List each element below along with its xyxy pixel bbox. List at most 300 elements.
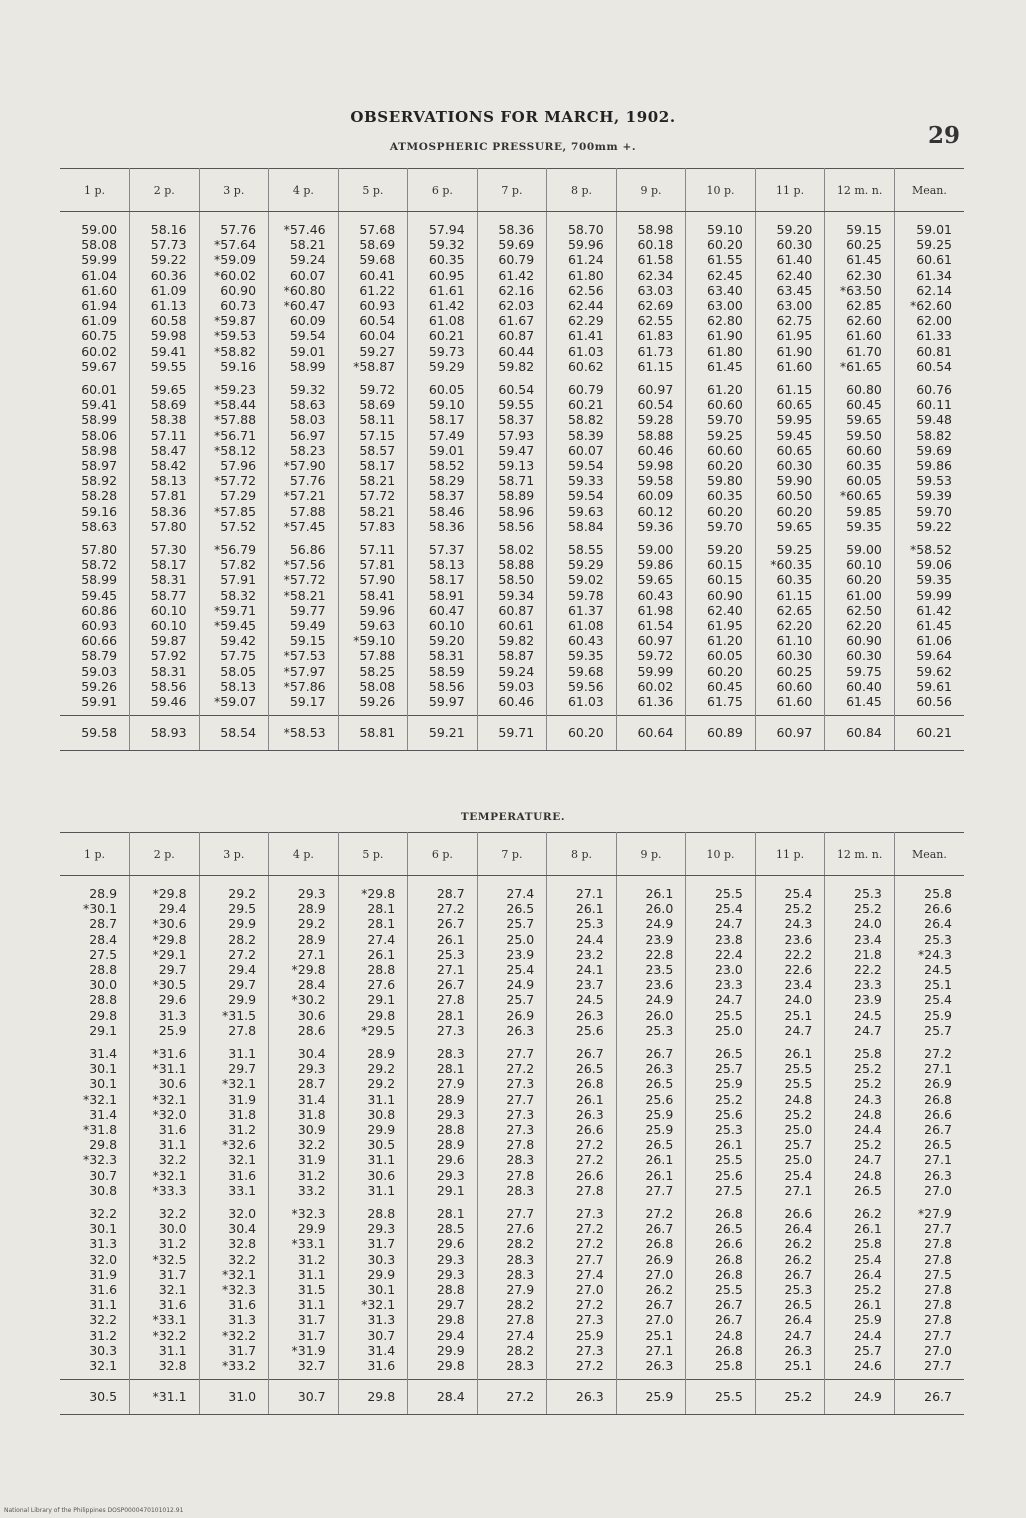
table-cell: 59.24 xyxy=(269,252,339,267)
table-cell: 61.03 xyxy=(547,694,617,716)
table-cell: 59.29 xyxy=(547,557,617,572)
table-cell: *32.1 xyxy=(60,1092,130,1107)
column-header: 5 p. xyxy=(338,169,408,212)
table-cell: 26.3 xyxy=(616,1358,686,1380)
table-cell: 58.13 xyxy=(408,557,478,572)
table-cell: 25.4 xyxy=(755,876,825,902)
table-cell: 60.79 xyxy=(477,252,547,267)
table-cell: 24.8 xyxy=(825,1107,895,1122)
table-cell: 22.2 xyxy=(825,962,895,977)
table-cell: 59.33 xyxy=(547,473,617,488)
table-cell: 29.6 xyxy=(408,1152,478,1167)
table-cell: 60.90 xyxy=(686,588,756,603)
table-row xyxy=(60,679,964,694)
table-cell: 58.89 xyxy=(477,488,547,503)
table-cell: 27.8 xyxy=(477,1312,547,1327)
column-header: 4 p. xyxy=(269,833,339,876)
table-cell: 60.20 xyxy=(686,237,756,252)
table-cell: 60.10 xyxy=(408,618,478,633)
table-cell: 31.6 xyxy=(130,1297,200,1312)
table-cell: 28.8 xyxy=(408,1122,478,1137)
table-cell: 31.5 xyxy=(269,1282,339,1297)
table-cell: 31.1 xyxy=(60,1297,130,1312)
spacer-cell xyxy=(477,534,547,542)
table-cell: 60.30 xyxy=(755,458,825,473)
table-cell: 61.60 xyxy=(755,694,825,716)
table-cell: 26.5 xyxy=(686,1046,756,1061)
table-cell: 31.9 xyxy=(269,1152,339,1167)
table-cell: 26.3 xyxy=(755,1343,825,1358)
table-cell: 59.13 xyxy=(477,458,547,473)
table-cell: 25.3 xyxy=(547,916,617,931)
table-cell: 26.7 xyxy=(547,1046,617,1061)
table-row xyxy=(60,1107,964,1122)
table-cell: 60.56 xyxy=(916,694,952,710)
table-row xyxy=(60,1297,964,1312)
table-cell: 60.80 xyxy=(825,382,895,397)
table-cell: 23.4 xyxy=(755,977,825,992)
column-header: 2 p. xyxy=(130,833,200,876)
table-cell: 28.7 xyxy=(269,1076,339,1091)
table-cell: 27.7 xyxy=(477,1092,547,1107)
table-cell: 61.45 xyxy=(825,694,895,716)
table-cell: 25.3 xyxy=(616,1023,686,1038)
table-cell: 57.52 xyxy=(199,519,269,534)
page-title: OBSERVATIONS FOR MARCH, 1902. xyxy=(350,108,676,126)
table-cell: 61.58 xyxy=(616,252,686,267)
table-cell: 21.8 xyxy=(825,947,895,962)
table-cell: *59.09 xyxy=(199,252,269,267)
table-cell: 25.0 xyxy=(686,1023,756,1038)
table-cell: 28.8 xyxy=(408,1282,478,1297)
table-cell: 31.4 xyxy=(60,1107,130,1122)
table-cell: 24.7 xyxy=(755,1328,825,1343)
table-cell: 59.28 xyxy=(616,412,686,427)
column-header: 9 p. xyxy=(616,169,686,212)
table-cell: 26.0 xyxy=(616,1008,686,1023)
mean-cell: *58.53 xyxy=(269,716,339,750)
table-cell: 60.36 xyxy=(130,268,200,283)
table-cell: 32.2 xyxy=(199,1252,269,1267)
table-cell: 27.8 xyxy=(924,1312,952,1328)
table-cell: 57.88 xyxy=(338,648,408,663)
table-cell: 31.6 xyxy=(199,1297,269,1312)
table-cell: 27.3 xyxy=(547,1343,617,1358)
table-cell: 58.56 xyxy=(477,519,547,534)
table-cell: 25.1 xyxy=(755,1008,825,1023)
table-cell: 59.70 xyxy=(916,503,952,519)
table-cell: 59.54 xyxy=(547,488,617,503)
table-cell: 27.3 xyxy=(408,1023,478,1038)
table-cell: 25.7 xyxy=(825,1343,895,1358)
table-cell: 60.44 xyxy=(477,344,547,359)
table-cell: 58.29 xyxy=(408,473,478,488)
table-cell: 57.11 xyxy=(130,428,200,443)
table-cell: 59.90 xyxy=(755,473,825,488)
table-cell: 59.25 xyxy=(916,237,952,253)
table-cell: 29.7 xyxy=(130,962,200,977)
temperature-subtitle: TEMPERATURE. xyxy=(460,811,566,823)
table-cell: 59.35 xyxy=(916,572,952,588)
table-cell: 25.3 xyxy=(686,1122,756,1137)
table-cell: 61.90 xyxy=(755,344,825,359)
table-cell: 27.2 xyxy=(616,1206,686,1221)
table-cell: 26.7 xyxy=(755,1267,825,1282)
table-cell: 27.8 xyxy=(199,1023,269,1038)
spacer-cell xyxy=(616,374,686,382)
table-cell: 60.35 xyxy=(408,252,478,267)
table-cell: 58.98 xyxy=(616,212,686,238)
table-cell: 28.8 xyxy=(60,992,130,1007)
table-cell: 25.1 xyxy=(616,1328,686,1343)
mean-cell: 28.4 xyxy=(408,1380,478,1414)
table-cell: 61.61 xyxy=(408,283,478,298)
table-cell: 60.58 xyxy=(130,313,200,328)
table-cell: 25.6 xyxy=(616,1092,686,1107)
table-cell: 57.91 xyxy=(199,572,269,587)
table-row xyxy=(60,633,964,648)
table-cell: 59.02 xyxy=(547,572,617,587)
table-cell: 61.09 xyxy=(130,283,200,298)
table-cell: 28.8 xyxy=(338,962,408,977)
table-cell: 26.7 xyxy=(686,1297,756,1312)
spacer-cell xyxy=(338,534,408,542)
table-cell: 29.9 xyxy=(338,1267,408,1282)
table-cell: 60.61 xyxy=(477,618,547,633)
table-cell: *29.8 xyxy=(269,962,339,977)
column-header: 8 p. xyxy=(547,833,617,876)
table-cell: 29.9 xyxy=(338,1122,408,1137)
table-cell: 31.1 xyxy=(199,1046,269,1061)
table-cell: 30.0 xyxy=(60,977,130,992)
table-cell: 61.15 xyxy=(755,588,825,603)
table-cell: 26.1 xyxy=(755,1046,825,1061)
table-cell: 62.40 xyxy=(755,268,825,283)
spacer-cell xyxy=(60,1038,130,1046)
table-cell: 59.16 xyxy=(60,504,130,519)
table-cell: 61.24 xyxy=(547,252,617,267)
table-row xyxy=(60,359,964,374)
table-cell: 31.2 xyxy=(60,1328,130,1343)
spacer-cell xyxy=(616,1198,686,1206)
table-cell: *57.85 xyxy=(199,504,269,519)
mean-cell: 25.5 xyxy=(686,1380,756,1414)
table-cell: 58.63 xyxy=(60,519,130,534)
table-cell: 60.05 xyxy=(686,648,756,663)
table-cell: 58.99 xyxy=(269,359,339,374)
table-row xyxy=(60,1008,964,1023)
table-cell: 26.3 xyxy=(924,1167,952,1183)
table-cell: 59.65 xyxy=(130,382,200,397)
mean-cell: 25.9 xyxy=(616,1380,686,1414)
spacer-cell xyxy=(755,534,825,542)
table-cell: 29.9 xyxy=(269,1221,339,1236)
table-cell: 32.0 xyxy=(199,1206,269,1221)
table-cell: 58.28 xyxy=(60,488,130,503)
table-cell: 29.1 xyxy=(408,1183,478,1198)
table-cell: 26.5 xyxy=(547,1061,617,1076)
table-cell: 57.90 xyxy=(338,572,408,587)
table-cell: 27.7 xyxy=(477,1046,547,1061)
table-cell: 60.20 xyxy=(825,572,895,587)
table-cell: 27.0 xyxy=(547,1282,617,1297)
table-cell: 28.3 xyxy=(408,1046,478,1061)
table-cell: 29.3 xyxy=(408,1267,478,1282)
table-row xyxy=(60,603,964,618)
table-cell: 63.40 xyxy=(686,283,756,298)
table-cell: 22.8 xyxy=(616,947,686,962)
table-cell: *57.97 xyxy=(269,664,339,679)
table-cell: 58.99 xyxy=(60,412,130,427)
table-cell: 24.7 xyxy=(686,916,756,931)
table-cell: 27.1 xyxy=(924,1152,952,1168)
table-cell: *57.56 xyxy=(269,557,339,572)
table-cell: 26.7 xyxy=(616,1221,686,1236)
table-row xyxy=(60,1221,964,1236)
column-header: 4 p. xyxy=(269,169,339,212)
table-cell: 24.0 xyxy=(755,992,825,1007)
table-cell: 29.9 xyxy=(199,992,269,1007)
table-cell: 33.1 xyxy=(199,1183,269,1198)
table-cell: 58.82 xyxy=(916,427,952,443)
table-cell: 28.2 xyxy=(477,1343,547,1358)
table-cell: 27.8 xyxy=(924,1236,952,1252)
table-cell: 59.87 xyxy=(130,633,200,648)
table-cell: 28.9 xyxy=(408,1092,478,1107)
spacer-cell xyxy=(199,374,269,382)
table-cell: 57.11 xyxy=(338,542,408,557)
table-row xyxy=(60,313,964,328)
table-cell: 28.1 xyxy=(408,1008,478,1023)
table-row xyxy=(60,428,964,443)
table-cell: 29.8 xyxy=(60,1137,130,1152)
table-cell: 26.3 xyxy=(477,1023,547,1038)
table-cell: 31.2 xyxy=(199,1122,269,1137)
table-cell: 58.47 xyxy=(130,443,200,458)
spacer-cell xyxy=(547,1038,617,1046)
table-cell: 62.16 xyxy=(477,283,547,298)
table-cell: 60.79 xyxy=(547,382,617,397)
table-cell: 25.1 xyxy=(924,977,952,993)
table-row xyxy=(60,916,964,931)
table-cell: 25.2 xyxy=(825,1076,895,1091)
table-cell: 59.72 xyxy=(338,382,408,397)
table-cell: 58.31 xyxy=(130,572,200,587)
table-cell: 27.0 xyxy=(616,1312,686,1327)
table-cell: 29.2 xyxy=(269,916,339,931)
table-cell: 59.99 xyxy=(916,587,952,603)
table-row xyxy=(60,412,964,427)
table-cell: *57.72 xyxy=(269,572,339,587)
table-cell: 26.5 xyxy=(755,1297,825,1312)
table-cell: 59.53 xyxy=(916,473,952,489)
table-cell: 27.2 xyxy=(547,1236,617,1251)
table-cell: 59.96 xyxy=(547,237,617,252)
table-cell: 27.2 xyxy=(477,1061,547,1076)
table-cell: *33.1 xyxy=(269,1236,339,1251)
table-cell: *32.1 xyxy=(130,1168,200,1183)
table-cell: 57.29 xyxy=(199,488,269,503)
table-row xyxy=(60,648,964,663)
table-cell: 25.6 xyxy=(686,1107,756,1122)
mean-cell: 30.7 xyxy=(269,1380,339,1414)
table-cell: 29.9 xyxy=(408,1343,478,1358)
table-cell: 31.3 xyxy=(130,1008,200,1023)
table-cell: *60.47 xyxy=(269,298,339,313)
table-cell: 25.0 xyxy=(755,1122,825,1137)
table-cell: 58.37 xyxy=(408,488,478,503)
table-cell: 30.4 xyxy=(199,1221,269,1236)
table-cell: 23.5 xyxy=(616,962,686,977)
table-cell: 28.9 xyxy=(269,932,339,947)
spacer-cell xyxy=(130,534,200,542)
mean-cell: 60.21 xyxy=(894,716,964,750)
table-cell: *27.9 xyxy=(917,1206,952,1222)
table-cell: 31.3 xyxy=(199,1312,269,1327)
table-cell: *32.1 xyxy=(199,1076,269,1091)
spacer-cell xyxy=(547,374,617,382)
mean-cell: 58.81 xyxy=(338,716,408,750)
table-cell: 25.6 xyxy=(547,1023,617,1038)
table-cell: 32.7 xyxy=(269,1358,339,1380)
table-cell: 27.7 xyxy=(924,1327,952,1343)
table-cell: 61.10 xyxy=(755,633,825,648)
pressure-table xyxy=(60,168,964,751)
table-cell: 26.8 xyxy=(686,1267,756,1282)
column-header: 1 p. xyxy=(60,169,130,212)
table-cell: 33.2 xyxy=(269,1183,339,1198)
table-cell: 26.8 xyxy=(686,1343,756,1358)
column-header: Mean. xyxy=(894,833,964,876)
table-cell: 59.29 xyxy=(408,359,478,374)
table-cell: 31.7 xyxy=(338,1236,408,1251)
table-cell: 59.39 xyxy=(916,488,952,504)
table-cell: 23.8 xyxy=(686,932,756,947)
table-cell: *58.87 xyxy=(338,359,408,374)
table-cell: 28.1 xyxy=(408,1061,478,1076)
table-cell: 58.39 xyxy=(547,428,617,443)
table-cell: 61.41 xyxy=(547,328,617,343)
table-cell: *30.2 xyxy=(269,992,339,1007)
table-cell: 30.1 xyxy=(60,1076,130,1091)
table-cell: 24.4 xyxy=(825,1328,895,1343)
spacer-cell xyxy=(825,1038,895,1046)
table-cell: 59.75 xyxy=(825,664,895,679)
table-cell: 58.70 xyxy=(547,212,617,238)
table-cell: 29.8 xyxy=(60,1008,130,1023)
spacer-cell xyxy=(60,534,130,542)
table-cell: 59.03 xyxy=(477,679,547,694)
table-cell: 25.4 xyxy=(924,992,952,1008)
spacer-cell xyxy=(408,1038,478,1046)
table-cell: 27.4 xyxy=(338,932,408,947)
table-cell: *57.64 xyxy=(199,237,269,252)
table-cell: 27.2 xyxy=(547,1137,617,1152)
table-cell: *57.86 xyxy=(269,679,339,694)
table-cell: 57.96 xyxy=(199,458,269,473)
table-cell: 24.4 xyxy=(547,932,617,947)
table-cell: 25.8 xyxy=(686,1358,756,1380)
table-cell: 60.35 xyxy=(755,572,825,587)
table-cell: 58.55 xyxy=(547,542,617,557)
table-cell: 26.5 xyxy=(616,1137,686,1152)
table-cell: 59.54 xyxy=(547,458,617,473)
table-cell: 25.5 xyxy=(686,1008,756,1023)
table-cell: 60.50 xyxy=(755,488,825,503)
table-row xyxy=(60,298,964,313)
table-row xyxy=(60,344,964,359)
table-cell: 27.3 xyxy=(477,1107,547,1122)
table-cell: 28.7 xyxy=(408,876,478,902)
table-cell: 58.91 xyxy=(408,588,478,603)
table-row xyxy=(60,1122,964,1137)
table-cell: 62.34 xyxy=(616,268,686,283)
table-cell: 61.06 xyxy=(916,633,952,649)
table-row xyxy=(60,1023,964,1038)
table-cell: *32.1 xyxy=(130,1092,200,1107)
table-row xyxy=(60,557,964,572)
table-cell: 58.08 xyxy=(338,679,408,694)
table-cell: 23.9 xyxy=(616,932,686,947)
table-cell: 31.6 xyxy=(130,1122,200,1137)
table-cell: *33.3 xyxy=(130,1183,200,1198)
table-cell: 26.0 xyxy=(616,901,686,916)
table-cell: 25.3 xyxy=(408,947,478,962)
table-cell: 26.7 xyxy=(924,1122,952,1138)
table-cell: 31.7 xyxy=(130,1267,200,1282)
table-cell: 60.65 xyxy=(755,397,825,412)
table-cell: 60.09 xyxy=(269,313,339,328)
table-cell: 60.10 xyxy=(130,618,200,633)
table-cell: 61.90 xyxy=(686,328,756,343)
table-cell: 30.5 xyxy=(338,1137,408,1152)
table-cell: 27.6 xyxy=(338,977,408,992)
table-cell: *31.6 xyxy=(130,1046,200,1061)
spacer-cell xyxy=(477,1038,547,1046)
table-cell: 28.1 xyxy=(338,901,408,916)
spacer-cell xyxy=(825,534,895,542)
table-cell: *30.1 xyxy=(60,901,130,916)
column-header: 3 p. xyxy=(199,833,269,876)
spacer-cell xyxy=(199,1038,269,1046)
table-row xyxy=(60,977,964,992)
table-cell: 59.34 xyxy=(477,588,547,603)
table-cell: *29.8 xyxy=(338,876,408,902)
mean-cell: 59.71 xyxy=(477,716,547,750)
table-cell: 26.2 xyxy=(755,1236,825,1251)
table-cell: *58.82 xyxy=(199,344,269,359)
table-cell: 26.1 xyxy=(547,1092,617,1107)
table-cell: 58.02 xyxy=(477,542,547,557)
table-cell: 59.96 xyxy=(338,603,408,618)
column-header: 10 p. xyxy=(686,833,756,876)
table-cell: 61.42 xyxy=(408,298,478,313)
table-cell: *32.6 xyxy=(199,1137,269,1152)
table-cell: 59.35 xyxy=(825,519,895,534)
table-cell: 24.7 xyxy=(755,1023,825,1038)
table-cell: 60.97 xyxy=(616,382,686,397)
table-cell: 29.6 xyxy=(408,1236,478,1251)
mean-row xyxy=(60,716,964,750)
table-cell: *59.07 xyxy=(199,694,269,716)
mean-cell: 60.64 xyxy=(616,716,686,750)
table-cell: 57.80 xyxy=(130,519,200,534)
table-row xyxy=(60,1183,964,1198)
table-cell: 26.5 xyxy=(686,1221,756,1236)
table-cell: 58.08 xyxy=(60,237,130,252)
table-cell: 57.88 xyxy=(269,504,339,519)
table-cell: 59.15 xyxy=(825,212,895,238)
